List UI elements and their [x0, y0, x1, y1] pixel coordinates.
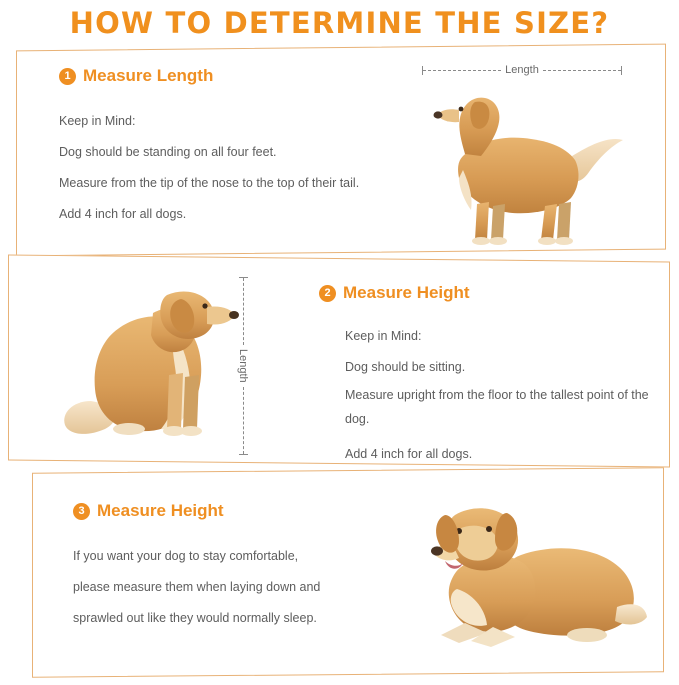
section-3-line-2: please measure them when laying down and: [73, 580, 321, 594]
section-2-line-4: Add 4 inch for all dogs.: [345, 447, 473, 461]
section-3-line-1: If you want your dog to stay comfortable,: [73, 549, 299, 563]
section-2-line-1: Keep in Mind:: [345, 329, 422, 343]
page-title: HOW TO DETERMINE THE SIZE?: [69, 6, 610, 40]
standing-golden-retriever: [419, 84, 629, 249]
ruler-label-vertical: Length: [237, 349, 249, 383]
section-1-number: 1: [59, 68, 76, 85]
section-1-heading-label: Measure Length: [83, 66, 214, 85]
section-2-body: [345, 321, 665, 470]
section-1-heading: [59, 66, 213, 86]
section-3-body: [73, 541, 320, 634]
section-3-heading: [73, 501, 224, 521]
ruler-dash-left: [423, 70, 501, 71]
section-panel-3: [32, 467, 664, 678]
section-2-heading-label: Measure Height: [343, 283, 470, 302]
ruler-cap-right: [621, 66, 622, 75]
laying-golden-retriever: [401, 485, 651, 665]
section-3-line-3: sprawled out like they would normally sleep.: [73, 611, 317, 625]
section-panel-2: [8, 255, 670, 468]
section-2-line-3: Measure upright from the floor to the tallest point of the dog.: [345, 388, 649, 426]
section-2-number: 2: [319, 285, 336, 302]
ruler-label: Length: [505, 64, 539, 76]
sitting-golden-retriever: [57, 271, 242, 457]
ruler-dash-bottom: [243, 387, 244, 454]
section-1-line-3: Measure from the tip of the nose to the top of their tail.: [59, 176, 360, 190]
ruler-dash-right: [543, 70, 621, 71]
ruler-dash-top: [243, 278, 244, 345]
section-2-heading: [319, 283, 470, 303]
section-3-number: 3: [73, 503, 90, 520]
section-2-line-2: Dog should be sitting.: [345, 360, 466, 374]
section-1-line-2: Dog should be standing on all four feet.: [59, 145, 277, 159]
section-3-heading-label: Measure Height: [97, 501, 224, 520]
section-1-line-4: Add 4 inch for all dogs.: [59, 207, 187, 221]
section-1-line-1: Keep in Mind:: [59, 114, 136, 128]
length-ruler-horizontal: [422, 64, 622, 76]
section-panel-1: [16, 44, 666, 257]
section-1-body: [59, 106, 359, 230]
